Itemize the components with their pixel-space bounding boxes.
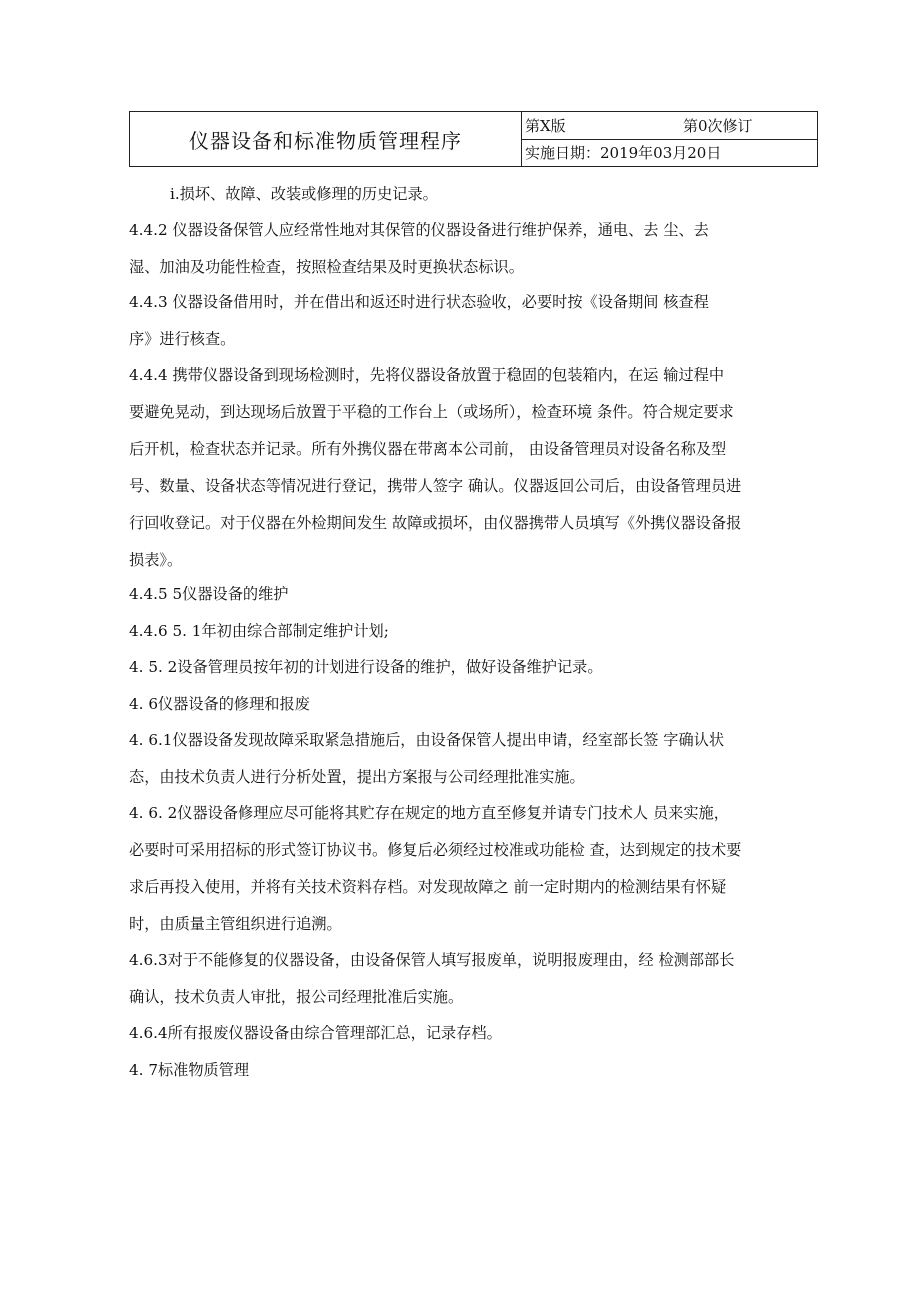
text-line: 号、数量、设备状态等情况进行登记，携带人签字 确认。仪器返回公司后，由设备管理员进: [129, 477, 742, 495]
text-line: 要避免晃动，到达现场后放置于平稳的工作台上（或场所），检查环境 条件。符合规定要求: [129, 403, 734, 421]
paragraph-history-record: [170, 176, 862, 213]
text-line: 行回收登记。对于仪器在外检期间发生 故障或损坏，由仪器携带人员填写《外携仪器设备报: [129, 514, 742, 532]
text-line: 4.4.5 5仪器设备的维护: [129, 585, 289, 603]
text-line: 4.4.3 仪器设备借用时，并在借出和返还时进行状态验收，必要时按《设备期间 核查程: [129, 293, 709, 311]
paragraph-4-6: [129, 686, 821, 723]
paragraph-4-4-2: [129, 212, 821, 286]
text-line: 4.4.2 仪器设备保管人应经常性地对其保管的仪器设备进行维护保养，通电、去 尘、去: [129, 221, 709, 239]
text-line: 4.6.3对于不能修复的仪器设备，由设备保管人填写报废单，说明报废理由，经 检测部部长: [129, 951, 735, 969]
paragraph-4-6-3: [129, 942, 821, 1016]
paragraph-4-4-3: [129, 284, 821, 358]
text-line: 确认，技术负责人审批，报公司经理批准后实施。: [129, 988, 464, 1006]
text-line: 4.6.4所有报废仪器设备由综合管理部汇总，记录存档。: [129, 1024, 502, 1042]
text-line: 4.4.4 携带仪器设备到现场检测时，先将仪器设备放置于稳固的包装箱内，在运 输过程中: [129, 366, 725, 384]
text-line: 湿、加油及功能性检查，按照检查结果及时更换状态标识。: [129, 258, 524, 276]
text-line: 4. 6. 2仪器设备修理应尽可能将其贮存在规定的地方直至修复并请专门技术人 员来实施，: [129, 804, 729, 822]
text-line: 4. 5. 2设备管理员按年初的计划进行设备的维护，做好设备维护记录。: [129, 658, 603, 676]
document-title: 仪器设备和标准物质管理程序: [130, 112, 522, 166]
text-line: 时，由质量主管组织进行追溯。: [129, 915, 342, 933]
text-line: 4. 6仪器设备的修理和报废: [129, 695, 310, 713]
document-header-table: [129, 111, 818, 167]
paragraph-4-4-5: [129, 576, 821, 613]
edition-label: 第X版: [525, 117, 566, 135]
text-line: 4. 7标准物质管理: [129, 1061, 250, 1079]
paragraph-4-5-2: [129, 649, 821, 686]
paragraph-4-6-4: [129, 1015, 821, 1052]
text-line: 求后再投入使用，并将有关技术资料存档。对发现故障之 前一定时期内的检测结果有怀疑: [129, 878, 727, 896]
implementation-date: 实施日期：2019年03月20日: [525, 144, 722, 162]
text-line: 损表》。: [129, 551, 183, 569]
paragraph-4-4-4: [129, 357, 821, 579]
text-line: 序》进行核查。: [129, 330, 236, 348]
paragraph-4-4-6: [129, 613, 821, 650]
text-line: 4. 6.1仪器设备发现故障采取紧急措施后，由设备保管人提出申请，经室部长签 字确认状: [129, 731, 725, 749]
paragraph-4-6-2: [129, 795, 821, 943]
text-line: 态，由技术负责人进行分析处置，提出方案报与公司经理批准实施。: [129, 768, 585, 786]
text-line: 后开机，检查状态并记录。所有外携仪器在带离本公司前， 由设备管理员对设备名称及型: [129, 440, 727, 458]
revision-label: 第0次修订: [683, 117, 753, 135]
date-row: [522, 139, 817, 166]
text-line: 4.4.6 5. 1年初由综合部制定维护计划;: [129, 622, 389, 640]
edition-row: [522, 112, 817, 140]
text-line: 必要时可采用招标的形式签订协议书。修复后必须经过校准或功能检 查，达到规定的技术要: [129, 841, 742, 859]
paragraph-4-7: [129, 1052, 821, 1089]
text-line: i.损坏、故障、改装或修理的历史记录。: [170, 185, 438, 203]
paragraph-4-6-1: [129, 722, 821, 796]
